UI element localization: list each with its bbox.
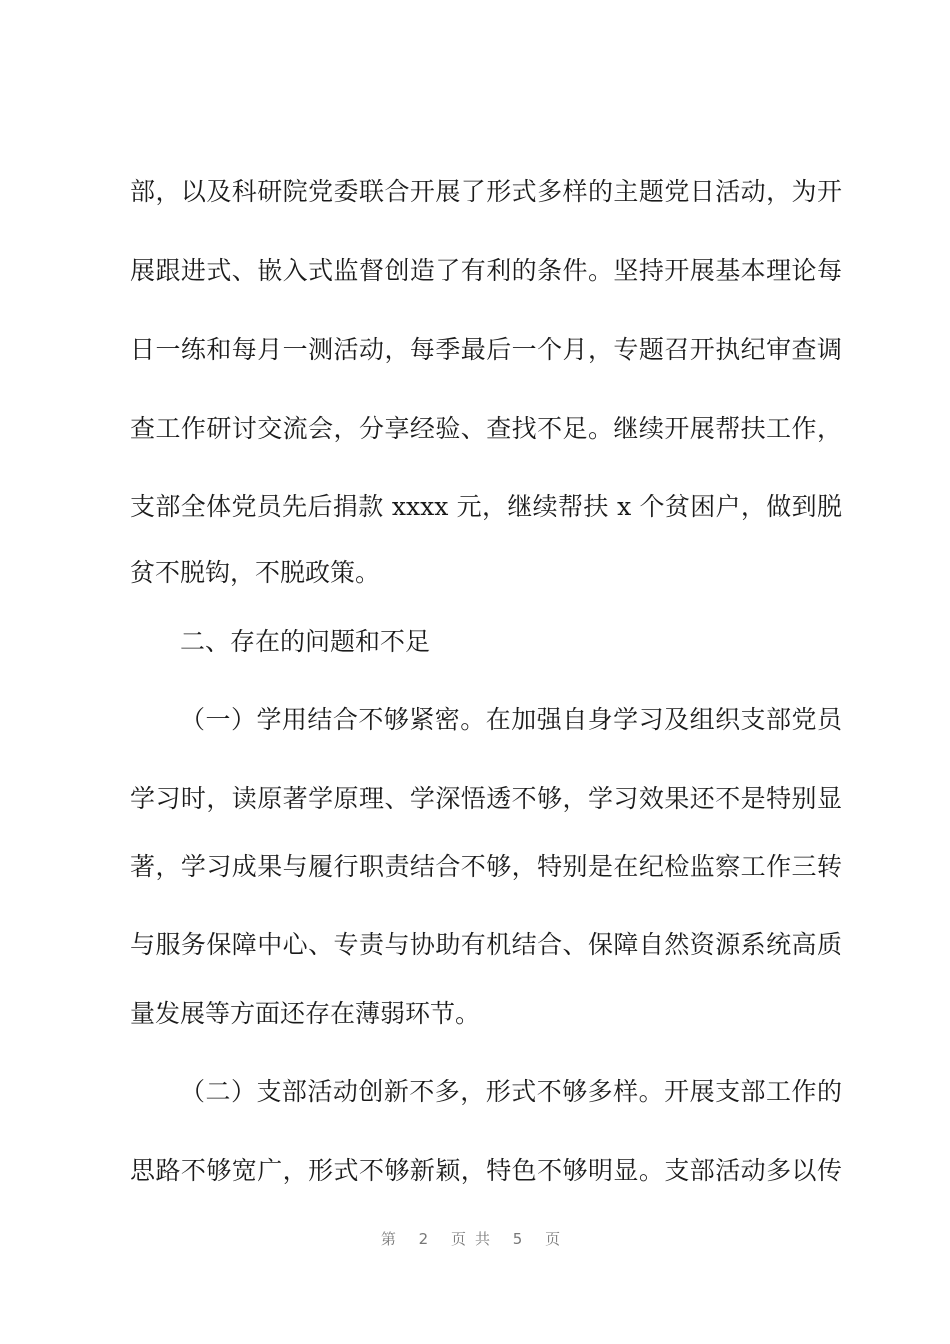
text-line: 展跟进式、嵌入式监督创造了有利的条件。坚持开展基本理论每 bbox=[130, 256, 842, 285]
subsection-heading: （二）支部活动创新不多，形式不够多样。开展支部工作的 bbox=[180, 1077, 842, 1106]
text-line: 量发展等方面还存在薄弱环节。 bbox=[130, 999, 481, 1028]
text-line: 部，以及科研院党委联合开展了形式多样的主题党日活动，为开 bbox=[130, 177, 842, 206]
text-line: 思路不够宽广，形式不够新颖，特色不够明显。支部活动多以传 bbox=[130, 1156, 842, 1185]
text-line: 查工作研讨交流会，分享经验、查找不足。继续开展帮扶工作， bbox=[130, 414, 842, 443]
section-heading: 二、存在的问题和不足 bbox=[180, 627, 431, 656]
page-number-footer: 第 2 页共 5 页 bbox=[380, 1230, 570, 1248]
text-line: 贫不脱钩，不脱政策。 bbox=[130, 558, 381, 587]
text-line: 支部全体党员先后捐款 xxxx 元，继续帮扶 x 个贫困户，做到脱 bbox=[130, 492, 842, 521]
text-line: 日一练和每月一测活动，每季最后一个月，专题召开执纪审查调 bbox=[130, 335, 842, 364]
text-line: 著，学习成果与履行职责结合不够，特别是在纪检监察工作三转 bbox=[130, 852, 842, 881]
text-line: 学习时，读原著学原理、学深悟透不够，学习效果还不是特别显 bbox=[130, 784, 842, 813]
text-line: 与服务保障中心、专责与协助有机结合、保障自然资源系统高质 bbox=[130, 930, 842, 959]
subsection-heading: （一）学用结合不够紧密。在加强自身学习及组织支部党员 bbox=[180, 705, 842, 734]
